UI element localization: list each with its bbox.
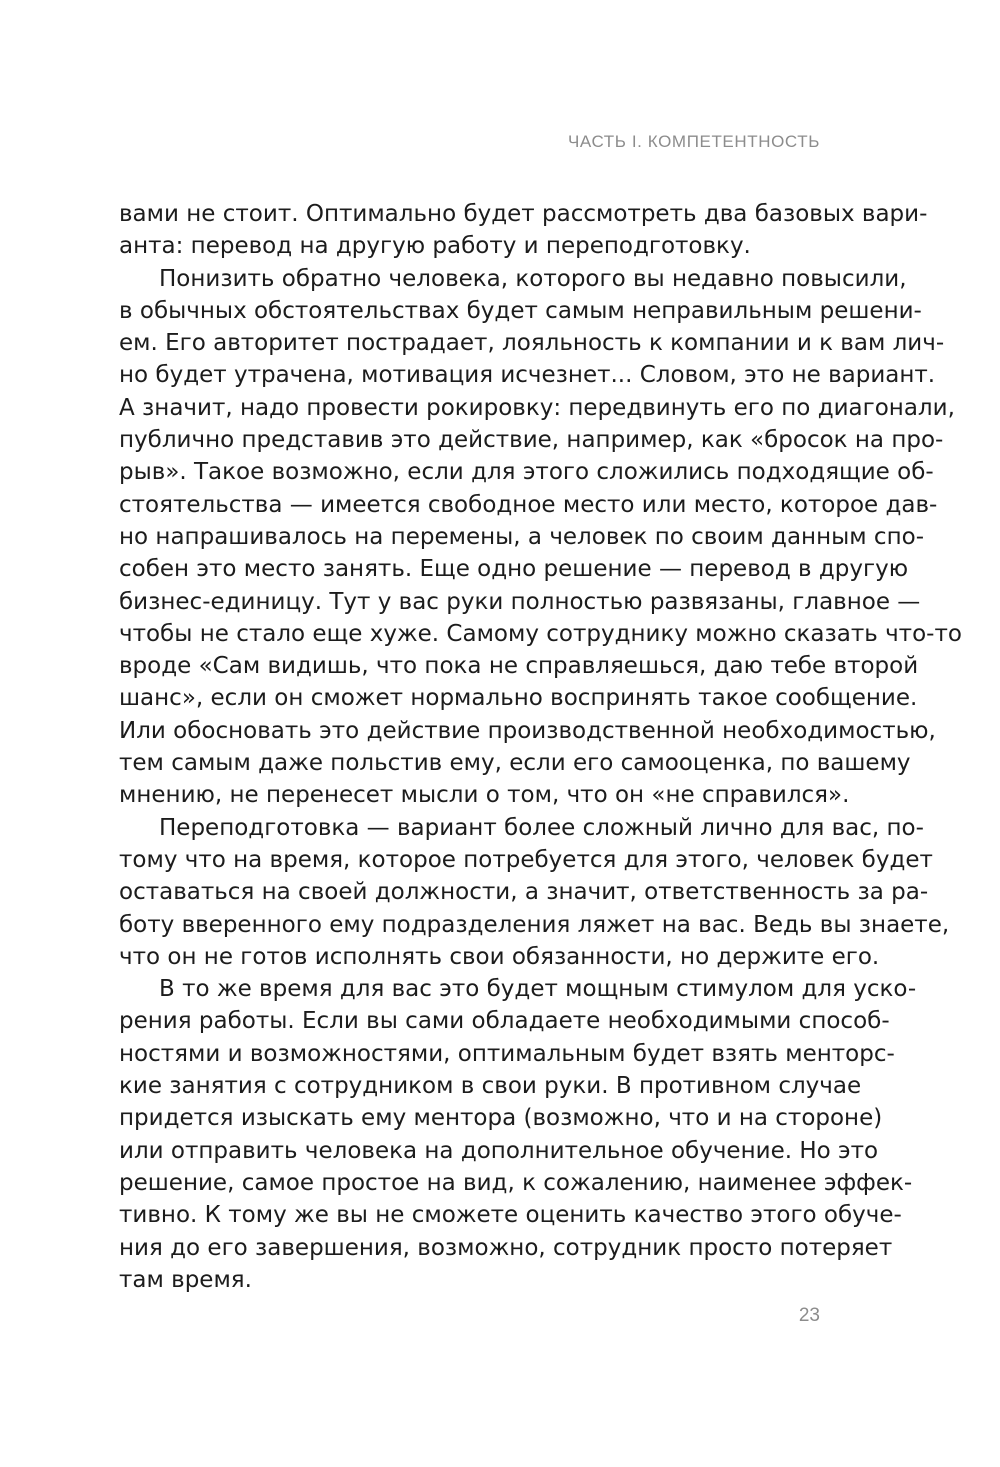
running-head: ЧАСТЬ I. КОМПЕТЕНТНОСТЬ	[567, 132, 820, 151]
text-line: Или обосновать это действие производственной необходимостью,	[119, 717, 936, 744]
text-line: тем самым даже польстив ему, если его самооценка, по вашему	[119, 750, 911, 777]
text-line: анта: перевод на другую работу и переподготовку.	[119, 233, 751, 260]
text-line: в обычных обстоятельствах будет самым неправильным решени-	[119, 297, 922, 324]
text-line: тому что на время, которое потребуется для этого, человек будет	[119, 846, 933, 873]
body-text	[119, 198, 962, 1296]
text-line: собен это место занять. Еще одно решение — перевод в другую	[119, 556, 909, 583]
text-line: рыв». Такое возможно, если для этого сложились подходящие об-	[119, 459, 934, 486]
text-line: боту вверенного ему подразделения ляжет на вас. Ведь вы знаете,	[119, 911, 950, 938]
text-line: но будет утрачена, мотивация исчезнет... Словом, это не вариант.	[119, 362, 936, 389]
text-line: вами не стоит. Оптимально будет рассмотреть два базовых вари-	[119, 201, 928, 227]
text-line: ния до его завершения, возможно, сотрудник просто потеряет	[119, 1234, 893, 1261]
text-line: рения работы. Если вы сами обладаете необходимыми способ-	[119, 1008, 890, 1035]
text-line: Понизить обратно человека, которого вы недавно повысили,	[159, 265, 907, 292]
text-line: решение, самое простое на вид, к сожалению, наименее эффек-	[119, 1169, 913, 1196]
text-line: вроде «Сам видишь, что пока не справляешься, даю тебе второй	[119, 653, 919, 680]
text-line: шанс», если он сможет нормально воспринять такое сообщение.	[119, 685, 918, 712]
paragraph	[119, 198, 928, 263]
text-line: мнению, не перенесет мысли о том, что он «не справился».	[119, 782, 850, 809]
text-line: но напрашивалось на перемены, а человек по своим данным спо-	[119, 523, 924, 550]
text-line: ем. Его авторитет пострадает, лояльность к компании и к вам лич-	[119, 330, 945, 357]
text-line: или отправить человека на дополнительное обучение. Но это	[119, 1137, 879, 1164]
text-line: стоятельства — имеется свободное место или место, которое дав-	[119, 491, 938, 518]
paragraph	[119, 812, 950, 973]
text-line: бизнес-единицу. Тут у вас руки полностью развязаны, главное —	[119, 588, 921, 615]
text-line: что он не готов исполнять свои обязанности, но держите его.	[119, 943, 880, 970]
text-line: там время.	[119, 1266, 252, 1293]
text-line: В то же время для вас это будет мощным стимулом для ускo-	[159, 976, 917, 1003]
paragraph	[119, 973, 917, 1296]
text-line: придется изыскать ему ментора (возможно, что и на стороне)	[119, 1105, 883, 1132]
text-line: тивно. К тому же вы не сможете оценить качество этого обуче-	[119, 1202, 902, 1229]
text-line: ностями и возможностями, оптимальным будет взять менторс-	[119, 1040, 895, 1067]
text-line: кие занятия с сотрудником в свои руки. В противном случае	[119, 1073, 862, 1100]
text-line: чтобы не стало еще хуже. Самому сотруднику можно сказать что-то	[119, 620, 962, 647]
text-line: Переподготовка — вариант более сложный лично для вас, по-	[159, 814, 924, 841]
page-number: 23	[798, 1305, 820, 1326]
text-line: оставаться на своей должности, а значит, ответственность за ра-	[119, 879, 929, 906]
paragraph	[119, 263, 962, 812]
text-line: А значит, надо провести рокировку: передвинуть его по диагонали,	[119, 394, 955, 421]
text-line: публично представив это действие, например, как «бросок на про-	[119, 427, 944, 454]
